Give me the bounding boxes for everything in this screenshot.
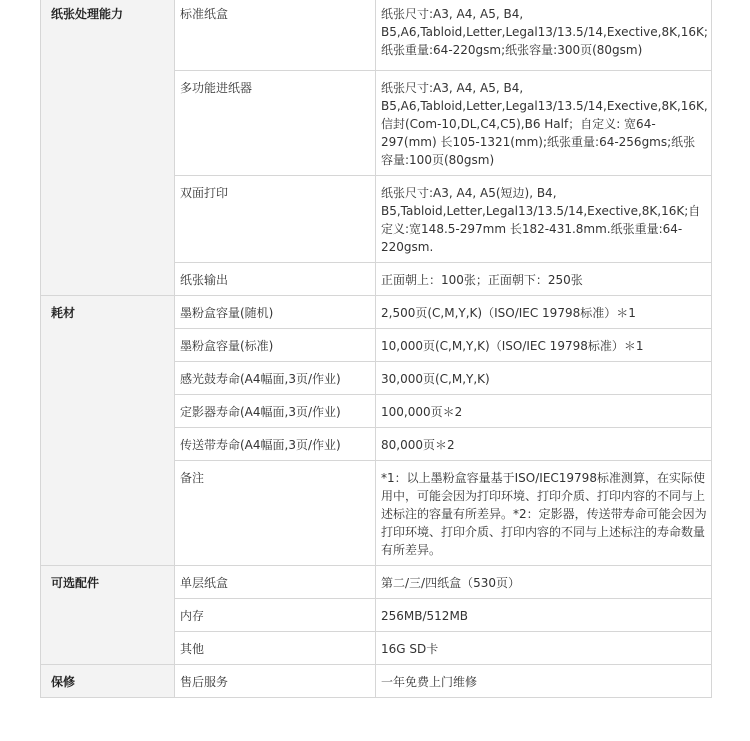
value-cell: 一年免费上门维修 [376, 665, 712, 698]
category-cell: 可选配件 [41, 566, 175, 665]
value-cell: 纸张尺寸:A3, A4, A5, B4, B5,A6,Tabloid,Letter,Legal13/13.5/14,Exective,8K,16K,信封(Com-10,DL,C4,C5),B6 Half；自定义: 宽64-297(mm) 长105-1321(mm);纸张重量:64-256gms;纸张容量:100页(80gsm) [376, 71, 712, 176]
value-cell: 纸张尺寸:A3, A4, A5(短边), B4, B5,Tabloid,Letter,Legal13/13.5/14,Exective,8K,16K;自定义:宽148.5-297mm 长182-431.8mm.纸张重量:64-220gsm. [376, 176, 712, 263]
item-cell: 纸张输出 [175, 263, 376, 296]
category-cell: 保修 [41, 665, 175, 698]
value-cell: 第二/三/四纸盒（530页） [376, 566, 712, 599]
item-cell: 标准纸盒 [175, 0, 376, 71]
item-cell: 备注 [175, 461, 376, 566]
item-cell: 墨粉盒容量(标准) [175, 329, 376, 362]
item-cell: 多功能进纸器 [175, 71, 376, 176]
table-row [41, 566, 712, 599]
table-row [41, 665, 712, 698]
value-cell: 纸张尺寸:A3, A4, A5, B4, B5,A6,Tabloid,Letter,Legal13/13.5/14,Exective,8K,16K; 纸张重量:64-220gsm;纸张容量:300页(80gsm) [376, 0, 712, 71]
value-cell: 2,500页(C,M,Y,K)（ISO/IEC 19798标准）＊1 [376, 296, 712, 329]
table-row [41, 296, 712, 329]
category-cell: 耗材 [41, 296, 175, 566]
item-cell: 内存 [175, 599, 376, 632]
category-cell: 纸张处理能力 [41, 0, 175, 296]
item-cell: 双面打印 [175, 176, 376, 263]
spec-table [40, 0, 712, 698]
item-cell: 传送带寿命(A4幅面,3页/作业) [175, 428, 376, 461]
value-cell: 80,000页＊2 [376, 428, 712, 461]
value-cell: 256MB/512MB [376, 599, 712, 632]
value-cell: *1：以上墨粉盒容量基于ISO/IEC19798标准测算，在实际使用中，可能会因为打印环境、打印介质、打印内容的不同与上述标注的容量有所差异。*2：定影器，传送带寿命可能会因为打印环境、打印介质、打印内容的不同与上述标注的寿命数量有所差异。 [376, 461, 712, 566]
value-cell: 16G SD卡 [376, 632, 712, 665]
item-cell: 墨粉盒容量(随机) [175, 296, 376, 329]
table-row [41, 0, 712, 71]
item-cell: 售后服务 [175, 665, 376, 698]
value-cell: 30,000页(C,M,Y,K) [376, 362, 712, 395]
item-cell: 单层纸盒 [175, 566, 376, 599]
value-cell: 10,000页(C,M,Y,K)（ISO/IEC 19798标准）＊1 [376, 329, 712, 362]
item-cell: 定影器寿命(A4幅面,3页/作业) [175, 395, 376, 428]
value-cell: 100,000页＊2 [376, 395, 712, 428]
value-cell: 正面朝上：100张；正面朝下：250张 [376, 263, 712, 296]
item-cell: 其他 [175, 632, 376, 665]
item-cell: 感光鼓寿命(A4幅面,3页/作业) [175, 362, 376, 395]
